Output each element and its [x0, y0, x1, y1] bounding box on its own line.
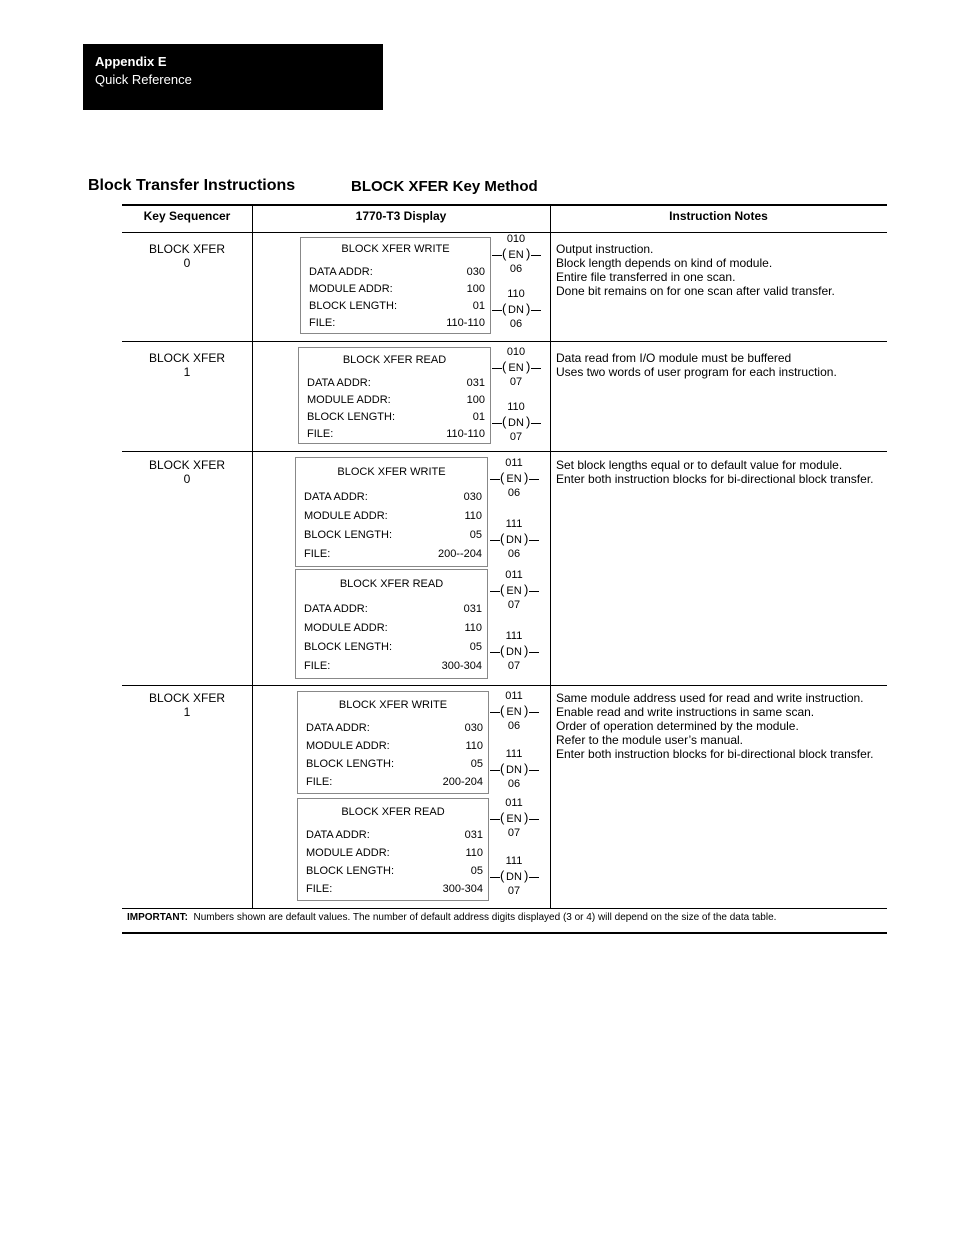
rung-wire	[531, 368, 541, 369]
field-value-module: 100	[466, 283, 485, 295]
coil-label: EN	[506, 706, 522, 718]
coil-bracket: )	[526, 413, 531, 429]
coil-address: 111	[505, 747, 523, 760]
display-block	[297, 691, 489, 794]
field-label-module: MODULE ADDR:	[306, 847, 390, 859]
section-title: Block Transfer Instructions	[88, 177, 296, 194]
coil-bracket: )	[526, 246, 531, 261]
coil-bracket: )	[526, 359, 531, 374]
field-label-module: MODULE ADDR:	[307, 394, 391, 406]
coil-label: EN	[508, 249, 524, 261]
rung-wire	[531, 310, 541, 311]
coil-bracket: (	[502, 413, 507, 429]
display-block	[295, 569, 488, 679]
coil-bit: 06	[507, 720, 521, 732]
coil-bit: 06	[507, 487, 521, 499]
key-sequence-line: BLOCK XFER	[148, 242, 226, 256]
enable-coil	[492, 361, 542, 375]
field-label-file: FILE:	[306, 776, 333, 788]
field-value-file: 300-304	[442, 883, 483, 895]
coil-bracket: )	[524, 643, 529, 658]
field-value-file: 110-110	[446, 317, 485, 329]
coil-label: EN	[506, 585, 522, 597]
coil-label: DN	[508, 416, 524, 429]
column-divider	[252, 204, 253, 908]
note-line: Output instruction.	[556, 242, 654, 256]
coil-bracket: (	[500, 531, 505, 546]
display-block	[298, 347, 491, 444]
coil-bracket: (	[500, 867, 505, 883]
coil-label: DN	[506, 870, 522, 883]
field-value-length: 01	[472, 411, 485, 423]
rung-wire	[529, 652, 539, 653]
field-value-data: 030	[464, 722, 483, 734]
coil-bit: 07	[507, 660, 521, 672]
coil-bit: 07	[507, 884, 521, 897]
header-box	[83, 44, 383, 110]
coil-bracket: (	[502, 359, 507, 374]
note-line: Order of operation determined by the module.	[556, 719, 799, 733]
column-divider	[550, 204, 551, 908]
field-label-module: MODULE ADDR:	[309, 283, 393, 295]
display-block-title: BLOCK XFER WRITE	[337, 466, 446, 478]
display-block	[297, 798, 489, 901]
note-line: Data read from I/O module must be buffered	[556, 351, 792, 365]
coil-bracket: )	[524, 470, 529, 485]
coil-label: DN	[506, 534, 522, 546]
appendix-subtitle: Quick Reference	[95, 72, 192, 87]
field-value-length: 05	[470, 758, 483, 770]
coil-bracket: (	[500, 470, 505, 485]
field-value-module: 110	[465, 740, 483, 752]
coil-bit: 07	[507, 827, 521, 839]
done-coil	[490, 645, 540, 659]
note-line: Block length depends on kind of module.	[556, 256, 773, 270]
coil-address: 011	[505, 457, 523, 469]
key-sequence	[122, 242, 252, 270]
field-label-data: DATA ADDR:	[304, 603, 368, 615]
coil-bracket: )	[524, 760, 529, 776]
field-value-file: 300-304	[441, 660, 482, 672]
footnote-text: Numbers shown are default values. The number of default address digits displayed (3 or 4) will depend on the size of the data table.	[193, 912, 777, 923]
rung-wire	[529, 819, 539, 820]
note-line: Uses two words of user program for each instruction.	[556, 365, 837, 379]
key-sequence-line: 1	[183, 365, 191, 379]
key-sequence-line: 1	[183, 705, 191, 719]
coil-bracket: (	[502, 246, 507, 261]
key-sequence-line: 0	[183, 472, 191, 486]
enable-coil	[490, 584, 540, 598]
field-label-data: DATA ADDR:	[307, 377, 371, 389]
coil-bracket: )	[524, 810, 529, 825]
field-label-length: BLOCK LENGTH:	[309, 300, 398, 312]
row-rule	[122, 451, 887, 452]
field-label-file: FILE:	[304, 660, 331, 672]
coil-address: 111	[505, 854, 523, 867]
coil-label: DN	[508, 303, 524, 316]
coil-bracket: (	[500, 582, 505, 597]
display-block	[295, 457, 488, 567]
field-label-module: MODULE ADDR:	[304, 510, 388, 522]
coil-bit: 06	[509, 263, 523, 275]
display-block	[300, 237, 491, 334]
coil-address: 110	[507, 400, 525, 413]
coil-label: DN	[506, 646, 522, 658]
rung-wire	[531, 255, 541, 256]
field-value-data: 031	[464, 829, 483, 841]
coil-address: 111	[505, 630, 523, 642]
note-line: Done bit remains on for one scan after valid transfer.	[556, 284, 835, 298]
note-line: Enter both instruction blocks for bi-directional block transfer.	[556, 747, 874, 761]
field-value-length: 05	[469, 641, 482, 653]
field-value-file: 200-204	[442, 776, 483, 788]
note-line: Refer to the module user’s manual.	[556, 733, 743, 747]
note-line: Enter both instruction blocks for bi-directional block transfer.	[556, 472, 874, 486]
enable-coil	[490, 705, 540, 719]
field-label-data: DATA ADDR:	[309, 266, 373, 278]
coil-address: 011	[505, 797, 523, 809]
done-coil	[492, 413, 542, 430]
coil-bracket: )	[524, 582, 529, 597]
table-top-rule	[122, 204, 887, 206]
coil-bit: 06	[507, 548, 521, 560]
appendix-label: Appendix E	[95, 54, 167, 69]
done-coil	[490, 867, 540, 884]
key-sequence	[122, 691, 252, 719]
field-value-data: 030	[466, 266, 485, 278]
coil-bracket: (	[502, 300, 507, 316]
key-sequence-line: 0	[183, 256, 191, 270]
display-block-title: BLOCK XFER READ	[339, 578, 444, 590]
coil-label: EN	[506, 473, 522, 485]
enable-coil	[490, 812, 540, 826]
coil-bracket: )	[524, 703, 529, 718]
field-label-length: BLOCK LENGTH:	[304, 529, 393, 541]
rung-wire	[529, 877, 539, 878]
footnote-rule	[122, 908, 887, 909]
coil-bracket: )	[524, 867, 529, 883]
field-label-data: DATA ADDR:	[306, 829, 370, 841]
field-value-data: 031	[463, 603, 482, 615]
field-label-file: FILE:	[304, 548, 331, 560]
reference-table	[122, 204, 887, 934]
field-value-length: 05	[470, 865, 483, 877]
coil-bracket: (	[500, 810, 505, 825]
coil-address: 010	[506, 346, 526, 358]
enable-coil	[492, 248, 542, 262]
footnote	[127, 912, 776, 923]
field-value-module: 100	[466, 394, 485, 406]
instruction-notes	[556, 242, 886, 298]
field-label-module: MODULE ADDR:	[304, 622, 388, 634]
display-block-title: BLOCK XFER WRITE	[341, 243, 450, 255]
field-label-module: MODULE ADDR:	[306, 740, 390, 752]
rung-wire	[529, 712, 539, 713]
done-coil	[490, 760, 540, 777]
column-header-notes: Instruction Notes	[669, 209, 768, 223]
rung-wire	[529, 770, 539, 771]
coil-label: DN	[506, 763, 522, 776]
field-value-data: 031	[466, 377, 485, 389]
coil-bit: 06	[509, 317, 523, 330]
field-label-data: DATA ADDR:	[304, 491, 368, 503]
field-label-length: BLOCK LENGTH:	[306, 758, 395, 770]
row-rule	[122, 341, 887, 342]
coil-address: 010	[506, 233, 526, 245]
coil-address: 111	[505, 518, 523, 530]
rung-wire	[529, 540, 539, 541]
field-value-module: 110	[464, 510, 482, 522]
column-header-display: 1770-T3 Display	[355, 209, 447, 223]
coil-label: EN	[506, 813, 522, 825]
note-line: Same module address used for read and write instruction.	[556, 691, 864, 705]
instruction-notes	[556, 691, 886, 761]
field-value-file: 200--204	[437, 548, 482, 560]
field-label-length: BLOCK LENGTH:	[304, 641, 393, 653]
coil-address: 011	[505, 569, 523, 581]
field-value-data: 030	[463, 491, 482, 503]
display-block-title: BLOCK XFER READ	[341, 806, 445, 818]
instruction-notes	[556, 458, 886, 486]
coil-bracket: (	[500, 760, 505, 776]
note-line: Entire file transferred in one scan.	[556, 270, 736, 284]
coil-label: EN	[508, 362, 524, 374]
field-label-file: FILE:	[307, 428, 334, 440]
key-sequence	[122, 458, 252, 486]
coil-bracket: )	[524, 531, 529, 546]
field-label-length: BLOCK LENGTH:	[307, 411, 396, 423]
note-line: Enable read and write instructions in same scan.	[556, 705, 815, 719]
display-block-title: BLOCK XFER WRITE	[338, 699, 448, 711]
coil-bit: 06	[507, 777, 521, 790]
column-header-key: Key Sequencer	[143, 209, 231, 223]
field-value-length: 01	[472, 300, 485, 312]
coil-bracket: )	[526, 300, 531, 316]
field-value-file: 110-110	[446, 428, 485, 440]
coil-bracket: (	[500, 703, 505, 718]
instruction-notes	[556, 351, 886, 379]
coil-address: 110	[507, 287, 525, 300]
row-rule	[122, 685, 887, 686]
note-line: Set block lengths equal or to default value for module.	[556, 458, 843, 472]
table-bottom-rule	[122, 932, 887, 934]
done-coil	[490, 533, 540, 547]
key-sequence-line: BLOCK XFER	[148, 351, 226, 365]
field-label-file: FILE:	[306, 883, 333, 895]
field-label-file: FILE:	[309, 317, 336, 329]
key-sequence-line: BLOCK XFER	[148, 691, 226, 705]
coil-bit: 07	[509, 376, 523, 388]
field-value-module: 110	[464, 622, 482, 634]
field-value-module: 110	[465, 847, 483, 859]
footnote-label: IMPORTANT:	[127, 912, 188, 923]
key-sequence-line: BLOCK XFER	[148, 458, 226, 472]
key-sequence	[122, 351, 252, 379]
done-coil	[492, 300, 542, 317]
coil-address: 011	[505, 690, 523, 702]
field-label-data: DATA ADDR:	[306, 722, 370, 734]
display-block-title: BLOCK XFER READ	[342, 354, 447, 366]
coil-bit: 07	[509, 430, 523, 443]
rung-wire	[529, 479, 539, 480]
enable-coil	[490, 472, 540, 486]
rung-wire	[529, 591, 539, 592]
field-value-length: 05	[469, 529, 482, 541]
coil-bit: 07	[507, 599, 521, 611]
coil-bracket: (	[500, 643, 505, 658]
method-title: BLOCK XFER Key Method	[351, 178, 538, 195]
field-label-length: BLOCK LENGTH:	[306, 865, 395, 877]
rung-wire	[531, 423, 541, 424]
